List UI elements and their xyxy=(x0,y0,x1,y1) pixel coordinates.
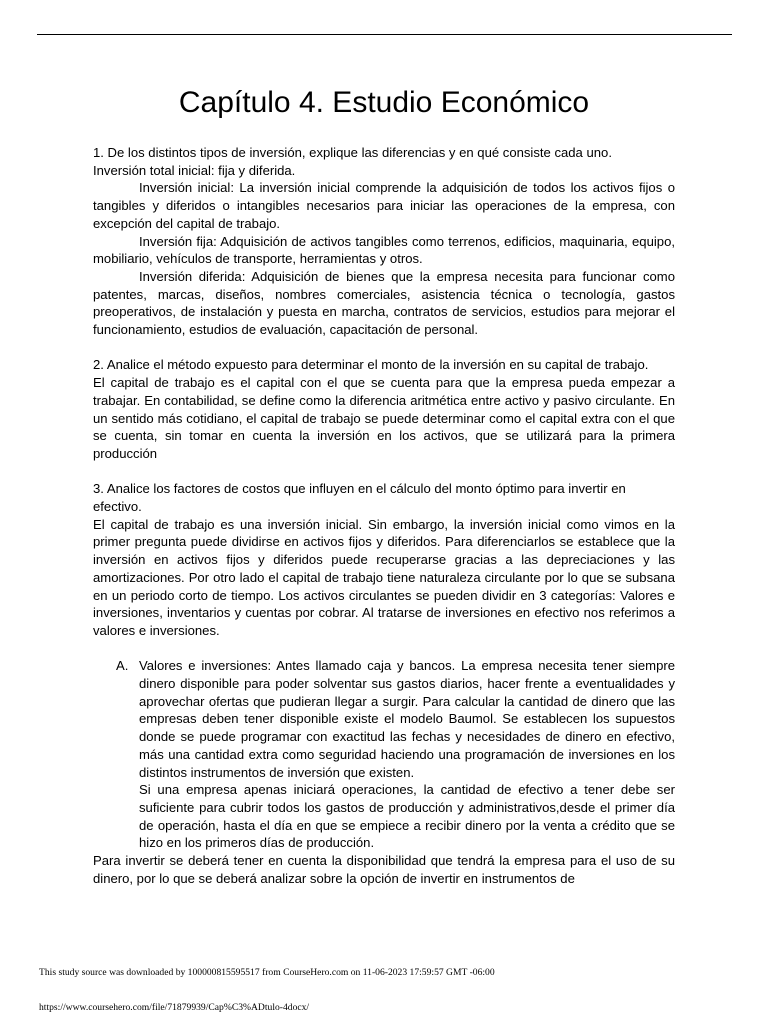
document-body xyxy=(93,144,675,887)
page-title: Capítulo 4. Estudio Económico xyxy=(178,86,590,119)
q3-answer: El capital de trabajo es una inversión inicial. Sin embargo, la inversión inicial como vimos en la primer pregunta puede dividirse en activos fijos y diferidos. Para diferenciarlos se establece que la inversión en activos fijos y diferidos puede recuperarse gracias a las depreciaciones y las amortizaciones. Por otro lado el capital de trabajo tiene naturaleza circulante por lo que se subsana en un periodo corto de tiempo. Los activos circulantes se pueden dividir en 3 categorías: Valores e inversiones, inventarios y cuentas por cobrar. Al tratarse de inversiones en efectivo nos referimos a valores e inversiones. xyxy=(93,516,675,638)
list-item-paragraph-empresa: Si una empresa apenas iniciará operaciones, la cantidad de efectivo a tener debe ser suficiente para cubrir todos los gastos de producción y administrativos,desde el primer día de operación, hasta el día en que se empiece a recibir dinero por la venta a crédito que se hizo en los primeros días de producción. xyxy=(139,782,675,851)
q1-paragraph-inversion-inicial: Inversión inicial: La inversión inicial comprende la adquisición de todos los activos fijos o tangibles y diferidos o intangibles necesarios para iniciar las operaciones de la empresa, con excepción del capital de trabajo. xyxy=(93,180,675,231)
q1-question: 1. De los distintos tipos de inversión, explique las diferencias y en qué consiste cada uno. xyxy=(93,145,612,160)
q1-paragraph-inversion-diferida: Inversión diferida: Adquisición de bienes que la empresa necesita para funcionar como patentes, marcas, diseños, nombres comerciales, asistencia técnica o tecnología, gastos preoperativos, de instalación y puesta en marcha, contratos de servicios, estudios para mejorar el funcionamiento, estudios de evaluación, capacitación de personal. xyxy=(93,268,675,338)
list-marker: A. xyxy=(116,658,129,674)
q3-closing-paragraph: Para invertir se deberá tener en cuenta la disponibilidad que tendrá la empresa para el uso de su dinero, por lo que se deberá analizar sobre la opción de invertir en instrumentos de xyxy=(93,853,675,886)
list-item xyxy=(93,657,675,852)
list-item-paragraph-valores: Valores e inversiones: Antes llamado caja y bancos. La empresa necesita tener siempre dinero disponible para poder solventar sus gastos diarios, hacer frente a eventualidades y aprovechar ofertas que pudieran llegar a surgir. Para calcular la cantidad de dinero que las empresas deben tener disponible existe el modelo Baumol. Se establecen los supuestos donde se puede programar con exactitud las fechas y necesidades de dinero en efectivo, más una cantidad extra como seguridad haciendo una programación de inversiones en los distintos instrumentos de inversión que existen. xyxy=(139,658,675,780)
header-rule xyxy=(37,34,732,35)
spacer xyxy=(93,463,675,481)
source-url: https://www.coursehero.com/file/71879939/Cap%C3%ADtulo-4docx/ xyxy=(39,1002,310,1013)
q3-list xyxy=(93,657,675,852)
spacer xyxy=(93,640,675,658)
q1-paragraph-inversion-fija: Inversión fija: Adquisición de activos tangibles como terrenos, edificios, maquinaria, equipo, mobiliario, vehículos de transporte, herramientas y otros. xyxy=(93,233,675,267)
q2-question: 2. Analice el método expuesto para determinar el monto de la inversión en su capital de trabajo. xyxy=(93,357,649,373)
q1-intro: Inversión total inicial: fija y diferida. xyxy=(93,162,296,178)
q3-question: 3. Analice los factores de costos que influyen en el cálculo del monto óptimo para invertir en efectivo. xyxy=(93,481,626,515)
download-source-note: This study source was downloaded by 100000815595517 from CourseHero.com on 11-06-2023 17:59:57 GMT -06:00 xyxy=(39,967,495,978)
spacer xyxy=(93,339,675,357)
q2-answer: El capital de trabajo es el capital con el que se cuenta para que la empresa pueda empezar a trabajar. En contabilidad, se define como la diferencia aritmética entre activo y pasivo circulante. En un sentido más cotidiano, el capital de trabajo se puede determinar como el capital extra con el que se cuenta, sin tomar en cuenta la inversión en los activos, que se utilizará para la primera producción xyxy=(93,375,675,461)
